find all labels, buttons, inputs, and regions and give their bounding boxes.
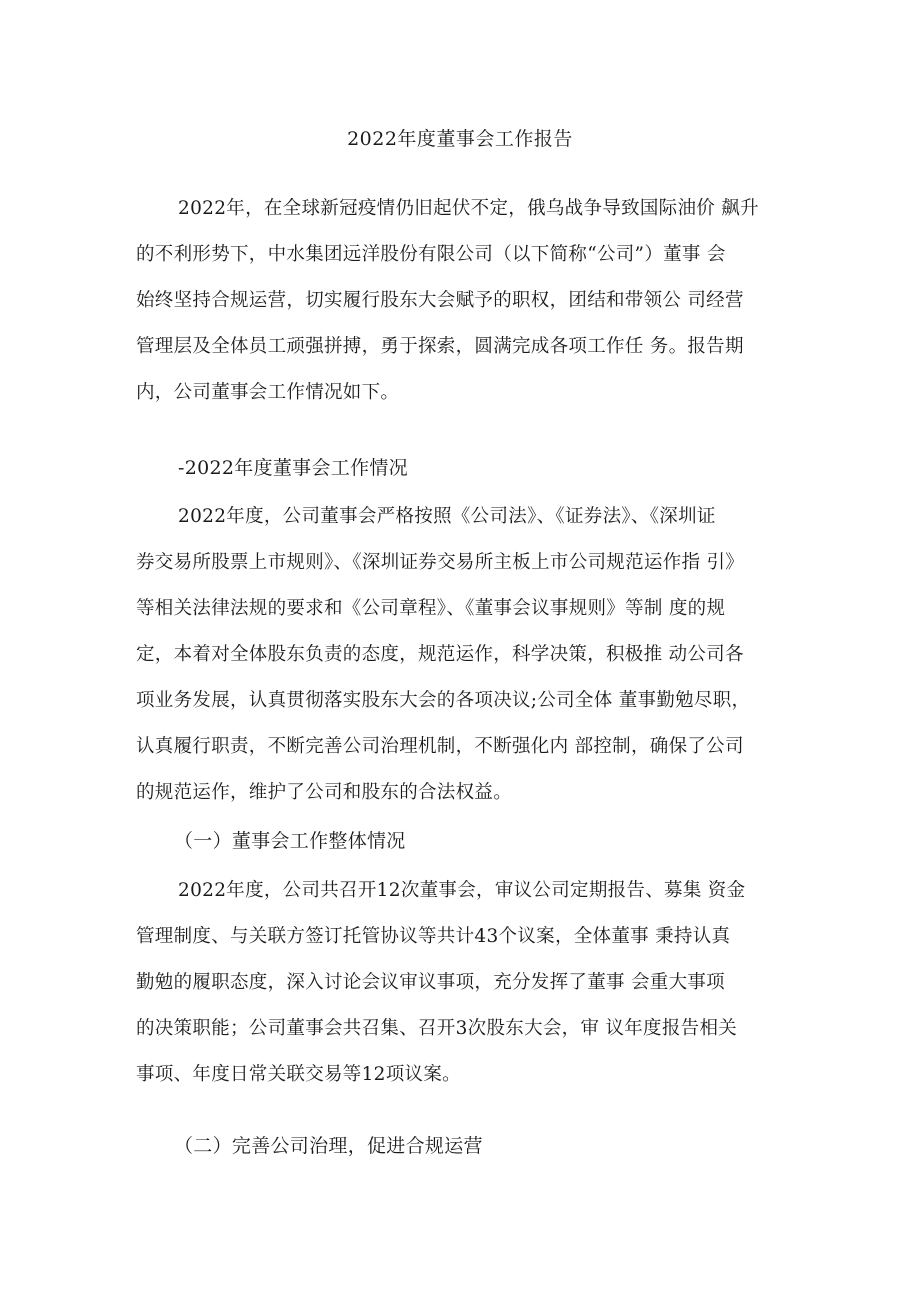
section1-line-7: 的规范运作，维护了公司和股东的合法权益。 [136, 782, 513, 803]
subsection1-line-4: 的决策职能；公司董事会共召集、召开3次股东大会，审 议年度报告相关 [136, 1018, 738, 1039]
section1-line-2: 券交易所股票上市规则》、《深圳证券交易所主板上市公司规范运作指 引》 [136, 552, 745, 573]
intro-line-1: 2022年，在全球新冠疫情仍旧起伏不定，俄乌战争导致国际油价 飙升 [178, 198, 759, 219]
section1-line-6: 认真履行职责，不断完善公司治理机制，不断强化内 部控制，确保了公司 [136, 736, 744, 757]
subsection1-line-1: 2022年度，公司共召开12次董事会，审议公司定期报告、募集 资金 [178, 880, 746, 901]
subsection-heading-1: （一）董事会工作整体情况 [174, 830, 406, 852]
section1-line-3: 等相关法律法规的要求和《公司章程》、《董事会议事规则》等制 度的规 [136, 598, 726, 619]
subsection1-line-5: 事项、年度日常关联交易等12项议案。 [136, 1064, 461, 1085]
subsection1-line-2: 管理制度、与关联方签订托管协议等共计43个议案，全体董事 秉持认真 [136, 926, 731, 947]
intro-line-2: 的不利形势下，中水集团远洋股份有限公司（以下简称“公司”）董事 会 [136, 244, 726, 265]
section1-line-1: 2022年度，公司董事会严格按照《公司法》、《证券法》、《深圳证 [178, 506, 716, 527]
section1-line-5: 项业务发展，认真贯彻落实股东大会的各项决议;公司全体 董事勤勉尽职， [136, 690, 751, 711]
intro-line-5: 内，公司董事会工作情况如下。 [136, 382, 400, 403]
intro-line-3: 始终坚持合规运营，切实履行股东大会赋予的职权，团结和带领公 司经营 [136, 290, 744, 311]
section1-line-4: 定，本着对全体股东负责的态度，规范运作，科学决策，积极推 动公司各 [136, 644, 744, 665]
section-heading-1: -2022年度董事会工作情况 [178, 457, 408, 479]
subsection-heading-2: （二）完善公司治理，促进合规运营 [174, 1135, 483, 1157]
subsection1-line-3: 勤勉的履职态度，深入讨论会议审议事项，充分发挥了董事 会重大事项 [136, 972, 725, 993]
document-title: 2022年度董事会工作报告 [347, 128, 573, 150]
intro-line-4: 管理层及全体员工顽强拼搏，勇于探索，圆满完成各项工作任 务。报告期 [136, 336, 744, 357]
